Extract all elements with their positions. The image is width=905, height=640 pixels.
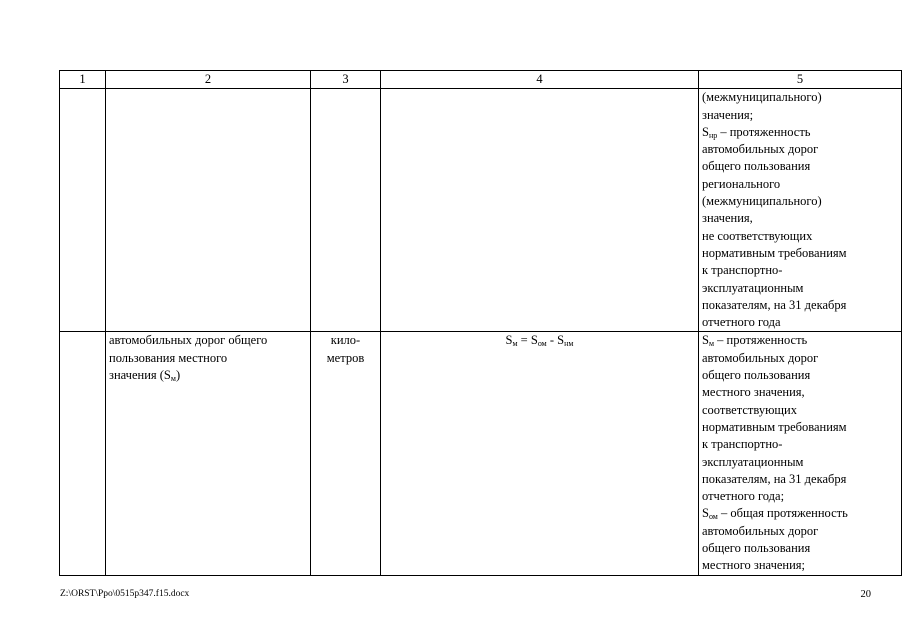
footer-file-path: Z:\ORST\Ppo\0515p347.f15.docx: [60, 589, 190, 599]
cell-description: [699, 332, 902, 575]
text-line: автомобильных дорог общего: [109, 333, 268, 348]
document-table: [59, 70, 902, 576]
text-line: к транспортно-: [702, 263, 783, 278]
text-line: соответствующих: [702, 402, 797, 417]
cell-indicator-name: [106, 332, 311, 575]
text-line: местного значения;: [702, 558, 806, 573]
table-row-continued: [60, 89, 902, 332]
text-line: регионального: [702, 176, 781, 191]
text-line: (межмуниципального): [702, 90, 822, 105]
text-line: значения;: [702, 107, 754, 122]
text-line: $S_{ом}$ – общая протяженность: [702, 506, 848, 522]
text-line: эксплуатационным: [702, 454, 804, 469]
table-row-local-roads: [60, 332, 902, 575]
text-line: значения,: [702, 211, 753, 226]
cell-empty: [311, 89, 381, 332]
header-col-5: 5: [699, 71, 902, 89]
cell-empty: [60, 89, 106, 332]
text-line: автомобильных дорог: [702, 523, 819, 538]
text-line: показателям, на 31 декабря: [702, 297, 847, 312]
text-line: $S_м$ – протяженность: [702, 333, 808, 349]
text-line: отчетного года;: [702, 489, 785, 504]
text-line: местного значения,: [702, 385, 805, 400]
text-line: общего пользования: [702, 159, 811, 174]
text-line: пользования местного: [109, 350, 228, 365]
text-line: отчетного года: [702, 315, 781, 330]
text-line: не соответствующих: [702, 228, 813, 243]
header-col-1: 1: [60, 71, 106, 89]
header-col-2: 2: [106, 71, 311, 89]
footer-page-number: 20: [860, 589, 871, 600]
text-line: $S_{нр}$ – протяженность: [702, 124, 811, 140]
header-col-3: 3: [311, 71, 381, 89]
text-line: нормативным требованиям: [702, 419, 847, 434]
cell-empty: [60, 332, 106, 575]
text-line: общего пользования: [702, 541, 811, 556]
table-header-row: [60, 71, 902, 89]
text-line: автомобильных дорог: [702, 350, 819, 365]
cell-empty: [106, 89, 311, 332]
cell-empty: [381, 89, 699, 332]
text-line: значения $(S_м)$: [109, 368, 181, 384]
text-line: нормативным требованиям: [702, 245, 847, 260]
cell-description-continued: [699, 89, 902, 332]
header-col-4: 4: [381, 71, 699, 89]
cell-unit: [311, 332, 381, 575]
text-line: автомобильных дорог: [702, 142, 819, 157]
text-line: показателям, на 31 декабря: [702, 471, 847, 486]
text-line: к транспортно-: [702, 437, 783, 452]
text-line: общего пользования: [702, 368, 811, 383]
cell-formula: $S_м = S_{ом} - S_{нм}$: [381, 332, 699, 575]
text-line: кило-: [330, 333, 361, 348]
text-line: эксплуатационным: [702, 280, 804, 295]
text-line: (межмуниципального): [702, 194, 822, 209]
text-line: метров: [326, 350, 365, 365]
